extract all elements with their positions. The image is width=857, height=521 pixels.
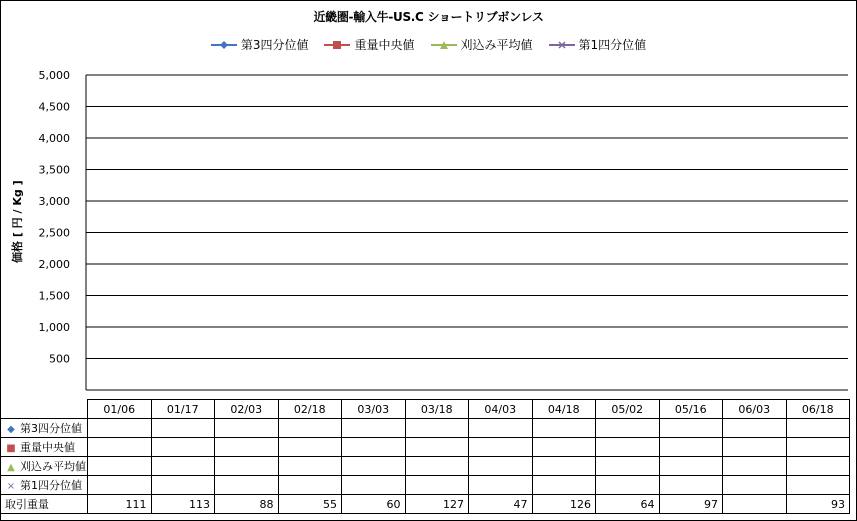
table-cell [151, 457, 215, 476]
table-cell: 93 [786, 495, 850, 514]
table-row-label: × 第1四分位値 [1, 476, 88, 495]
x-marker-icon: × [6, 481, 16, 492]
legend-label-median: 重量中央値 [354, 38, 415, 52]
table-cell [596, 457, 660, 476]
x-tick-label: 06/18 [786, 400, 850, 419]
table-cell [786, 438, 850, 457]
table-cell [342, 476, 406, 495]
table-cell [723, 457, 787, 476]
table-cell [278, 438, 342, 457]
table-cell [723, 438, 787, 457]
table-row [1, 495, 850, 514]
table-cell: 126 [532, 495, 596, 514]
table-cell [215, 476, 279, 495]
table-cell [342, 457, 406, 476]
table-cell: 113 [151, 495, 215, 514]
data-table [0, 399, 850, 514]
table-row [1, 419, 850, 438]
table-cell [469, 476, 533, 495]
y-tick-label: 3,500 [38, 163, 70, 177]
table-cell [215, 419, 279, 438]
table-cell [469, 457, 533, 476]
table-cell [532, 438, 596, 457]
table-cell [659, 457, 723, 476]
triangle-marker-icon: ▲ [7, 462, 15, 473]
table-cell [532, 457, 596, 476]
y-tick-label: 5,000 [38, 69, 70, 82]
table-row [1, 476, 850, 495]
table-cell [278, 419, 342, 438]
table-cell [469, 419, 533, 438]
y-tick-label: 2,500 [38, 226, 70, 240]
y-tick-label: 500 [49, 352, 70, 366]
table-cell [215, 438, 279, 457]
table-row-label: ◆ 第3四分位値 [1, 419, 88, 438]
x-tick-label: 02/03 [215, 400, 279, 419]
table-row [1, 438, 850, 457]
y-tick-label: 4,000 [38, 132, 70, 145]
x-tick-label: 03/18 [405, 400, 469, 419]
table-cell: 47 [469, 495, 533, 514]
x-tick-label: 02/18 [278, 400, 342, 419]
table-cell [723, 476, 787, 495]
y-axis-label: 価格 [ 円 / Kg ] [11, 180, 24, 263]
table-row [1, 457, 850, 476]
table-cell [596, 438, 660, 457]
x-tick-label: 04/03 [469, 400, 533, 419]
table-cell [88, 476, 152, 495]
table-cell: 97 [659, 495, 723, 514]
x-tick-label: 05/16 [659, 400, 723, 419]
table-cell [88, 419, 152, 438]
table-row-label: ■ 重量中央値 [1, 438, 88, 457]
table-cell [532, 476, 596, 495]
table-cell [405, 438, 469, 457]
table-cell: 60 [342, 495, 406, 514]
table-cell [278, 476, 342, 495]
table-cell [786, 419, 850, 438]
table-cell [596, 419, 660, 438]
table-cell [215, 457, 279, 476]
table-cell [151, 419, 215, 438]
y-tick-label: 1,500 [38, 289, 70, 303]
table-cell [469, 438, 533, 457]
table-row-label: ▲ 刈込み平均値 [1, 457, 88, 476]
table-cell: 111 [88, 495, 152, 514]
square-marker-icon: ■ [6, 443, 16, 454]
table-cell [342, 419, 406, 438]
table-cell [151, 438, 215, 457]
table-cell: 88 [215, 495, 279, 514]
table-cell [659, 419, 723, 438]
table-cell [278, 457, 342, 476]
legend-label-q3: 第3四分位値 [240, 38, 309, 52]
table-corner [1, 400, 88, 419]
x-tick-label: 03/03 [342, 400, 406, 419]
table-cell [405, 419, 469, 438]
x-tick-label: 01/17 [151, 400, 215, 419]
y-tick-label: 2,000 [38, 258, 70, 271]
x-tick-label: 01/06 [88, 400, 152, 419]
table-cell [596, 476, 660, 495]
diamond-marker-icon: ◆ [7, 424, 15, 435]
table-cell [405, 476, 469, 495]
table-cell: 55 [278, 495, 342, 514]
table-cell [786, 476, 850, 495]
table-cell [723, 495, 787, 514]
table-cell: 64 [596, 495, 660, 514]
y-tick-label: 1,000 [38, 321, 70, 334]
table-row-label: 取引重量 [1, 495, 88, 514]
x-tick-label: 06/03 [723, 400, 787, 419]
x-tick-label: 04/18 [532, 400, 596, 419]
table-cell [659, 476, 723, 495]
table-cell [532, 419, 596, 438]
table-cell [88, 457, 152, 476]
table-cell [723, 419, 787, 438]
y-tick-label: 4,500 [38, 100, 70, 114]
legend-label-trimmed-mean: 刈込み平均値 [460, 38, 533, 52]
x-tick-label: 05/02 [596, 400, 660, 419]
table-cell [151, 476, 215, 495]
table-cell [659, 438, 723, 457]
legend-label-q1: 第1四分位値 [578, 38, 647, 52]
table-cell [88, 438, 152, 457]
y-tick-label: 3,000 [38, 195, 70, 208]
chart-title: 近畿圏-輸入牛-US.C ショートリブボンレス [313, 10, 544, 24]
table-cell [786, 457, 850, 476]
table-cell [342, 438, 406, 457]
table-cell [405, 457, 469, 476]
table-cell: 127 [405, 495, 469, 514]
